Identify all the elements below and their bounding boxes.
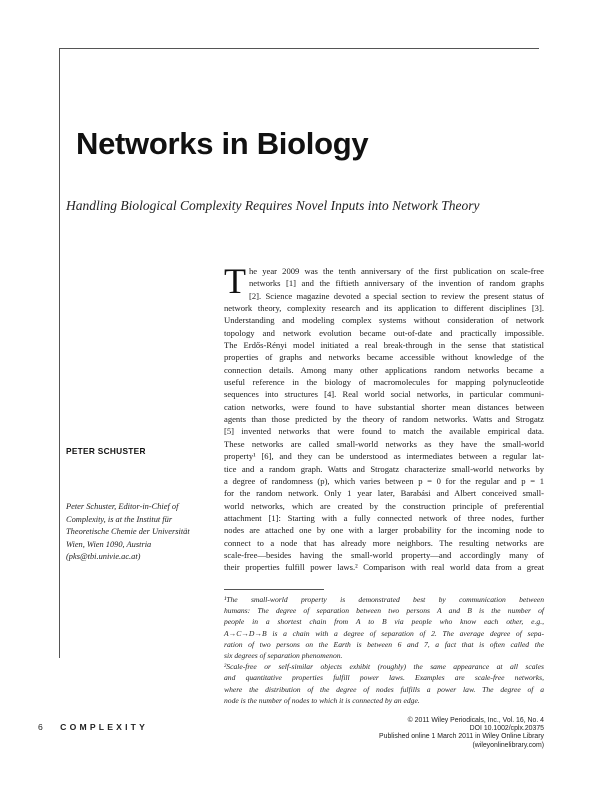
publisher-info: [379, 717, 544, 750]
body-line: [2]. Science magazine devoted a special section to review the present status of: [249, 290, 544, 301]
footnote-line: A→C→D→B is a chain with a degree of separation of 2. The average degree of sepa-: [224, 628, 544, 638]
body-line: networks [1] and the fiftieth anniversary of the invention of random graphs: [249, 278, 544, 289]
footnote-line: humans: The degree of separation between two persons A and B is the number of: [224, 606, 544, 616]
copyright-line: © 2011 Wiley Periodicals, Inc., Vol. 16, No. 4: [407, 717, 544, 724]
doi-line[interactable]: DOI 10.1002/cplx.20375: [469, 725, 544, 733]
body-line: property¹ [6], and they can be understood as intermediates between a regular lat-: [224, 451, 544, 462]
body-line: topology and network evolution became out-of-date and practically impossible.: [224, 327, 544, 338]
body-line: a degree of randomness (p), which varies between p = 0 for the regular and p = 1: [224, 475, 544, 486]
affiliation-line: Complexity, is at the Institut für: [66, 514, 173, 524]
footnote-line: and quantitative properties fulfill power laws. Examples are scale-free networks,: [224, 673, 544, 683]
body-line: for the random network. Only 1 year later, Barabási and Albert conceived small-: [224, 488, 544, 499]
drop-cap: T: [224, 261, 246, 301]
published-online-line: Published online 1 March 2011 in Wiley Online Library: [379, 733, 544, 741]
footnote-line: ration of two persons on the Earth is between 6 and 7, a fact that is often called the: [224, 639, 544, 649]
body-line: cation networks, were found to have substantial shorter mean distances between: [224, 401, 544, 412]
body-line: agents than those predicted by the theory of random networks. Watts and Strogatz: [224, 414, 544, 425]
body-line: connection details. Among many other applications random networks became a: [224, 364, 544, 375]
body-line: world networks, which are created by the construction principle of preferential: [224, 500, 544, 511]
author-name: PETER SCHUSTER: [66, 446, 146, 456]
body-line: tice and a random graph. Watts and Strogatz characterize small-world networks by: [224, 463, 544, 474]
author-affiliation: [66, 501, 226, 564]
body-line: attachment [1]: Starting with a fully connected network of three nodes, further: [224, 512, 544, 523]
article-subtitle: Handling Biological Complexity Requires Novel Inputs into Network Theory: [66, 198, 480, 213]
body-line: These networks are called small-world networks as they have the small-world: [224, 438, 544, 449]
footnote-line: people in a shortest chain from A to B via people who know each other, e.g.,: [224, 617, 544, 627]
body-line: properties of graphs and networks became accessible without knowledge of the: [224, 352, 544, 363]
article-title: Networks in Biology: [76, 126, 369, 161]
body-line: network theory, complexity research and its application to different disciplines [3].: [224, 303, 544, 314]
top-rule: [59, 48, 539, 49]
library-url-line[interactable]: (wileyonlinelibrary.com): [472, 741, 544, 749]
affiliation-email[interactable]: (pks@tbi.univie.ac.at): [66, 552, 141, 562]
footnote-line: ¹The small-world property is demonstrated best by communication between: [224, 595, 544, 604]
body-line: scale-free—besides having the small-world property—and accordingly many of: [224, 549, 544, 560]
affiliation-line: Theoretische Chemie der Universität: [66, 527, 190, 537]
body-line: The Erdős-Rényi model initiated a real break-through in the sense that statistical: [224, 340, 544, 351]
footnotes: [224, 594, 544, 706]
body-line: he year 2009 was the tenth anniversary of the first publication on scale-free: [249, 266, 544, 276]
footnote-rule: [224, 589, 324, 590]
page-footer-left: [38, 722, 148, 732]
footnote-line: node is the number of nodes to which it is connected by an edge.: [224, 695, 420, 705]
footnote-line: ²Scale-free or self-similar objects exhibit (roughly) the same appearance at all scales: [224, 662, 544, 672]
body-line: [5] invented networks that were found to match the available empirical data.: [224, 426, 544, 437]
left-rule: [59, 48, 60, 658]
affiliation-line: Wien, Wien 1090, Austria: [66, 539, 152, 549]
body-line: connect to a node that has already more neighbors. The resulting networks are: [224, 537, 544, 548]
body-line: useful reference in the biology of macromolecules for mapping polynucleotide: [224, 377, 544, 388]
body-line: their properties fulfill power laws.² Comparison with real world data from a great: [224, 562, 544, 573]
body-line: sequences into structures [4]. Real world social networks, in particular communi-: [224, 389, 544, 400]
journal-name: COMPLEXITY: [60, 722, 149, 732]
body-line: nodes are attached one by one with a larger probability for the incoming node to: [224, 525, 544, 536]
footnote-line: where the distribution of the degree of nodes fulfills a power law. The degree of a: [224, 684, 544, 694]
footnote-line: six degrees of separation phenomenon.: [224, 651, 343, 661]
page-number: 6: [38, 722, 44, 732]
body-line: Understanding and modeling complex systems without consideration of network: [224, 315, 544, 326]
affiliation-line: Peter Schuster, Editor-in-Chief of: [66, 502, 179, 511]
article-body: [224, 261, 544, 574]
